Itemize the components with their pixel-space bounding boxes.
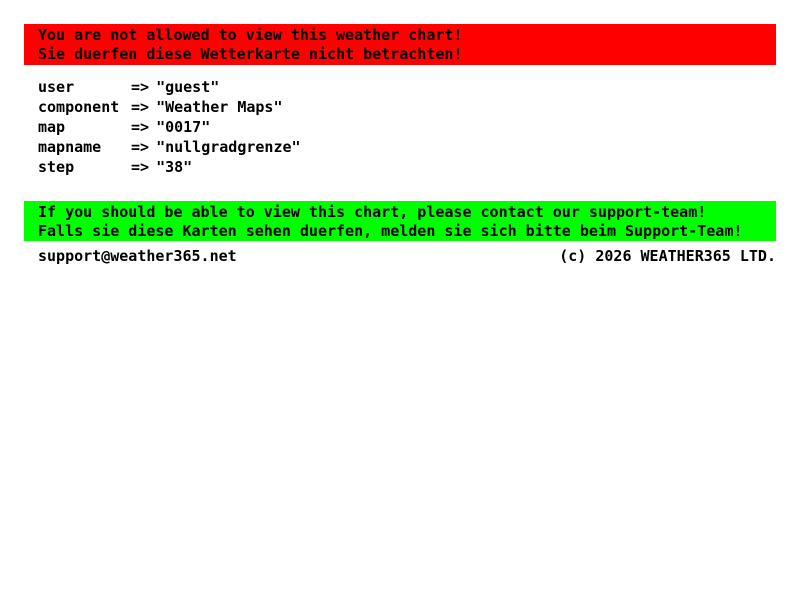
param-arrow: =>	[131, 118, 150, 136]
param-row-mapname	[38, 137, 301, 157]
param-value: "38"	[156, 158, 193, 176]
param-arrow: =>	[131, 138, 150, 156]
param-key: user	[38, 78, 75, 96]
param-arrow: =>	[131, 98, 150, 116]
support-banner	[24, 201, 776, 241]
param-value: "0017"	[156, 118, 211, 136]
request-params-block	[38, 77, 301, 177]
param-key: component	[38, 98, 120, 116]
copyright-notice: (c) 2026 WEATHER365 LTD.	[559, 247, 776, 265]
param-value: "guest"	[156, 78, 220, 96]
error-banner	[24, 24, 776, 65]
param-arrow: =>	[131, 78, 150, 96]
support-banner-line-en: If you should be able to view this chart, please contact our support-team!	[38, 203, 707, 221]
param-key: mapname	[38, 138, 102, 156]
support-email: support@weather365.net	[38, 247, 237, 265]
param-arrow: =>	[131, 158, 150, 176]
param-key: map	[38, 118, 66, 136]
param-value: "Weather Maps"	[156, 98, 283, 116]
error-banner-line-en: You are not allowed to view this weather chart!	[38, 26, 463, 44]
param-row-map	[38, 117, 301, 137]
error-banner-line-de: Sie duerfen diese Wetterkarte nicht betrachten!	[38, 45, 463, 63]
param-row-step	[38, 157, 301, 177]
param-value: "nullgradgrenze"	[156, 138, 301, 156]
param-row-component	[38, 97, 301, 117]
support-banner-line-de: Falls sie diese Karten sehen duerfen, melden sie sich bitte beim Support-Team!	[38, 222, 743, 240]
param-row-user	[38, 77, 301, 97]
param-key: step	[38, 158, 75, 176]
